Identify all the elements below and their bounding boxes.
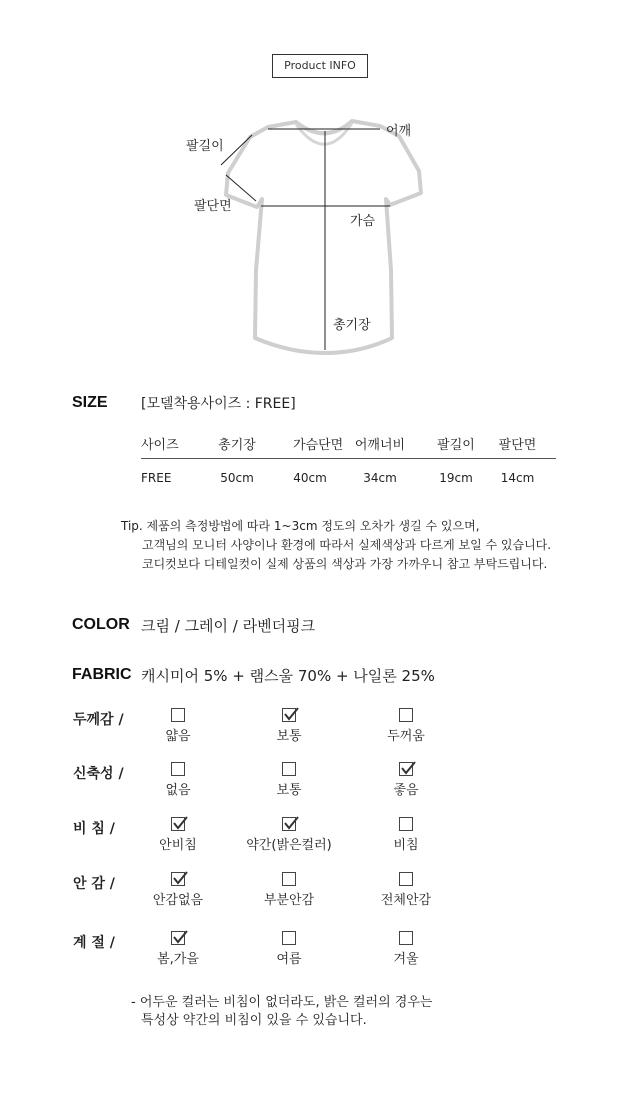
- attribute-option-label: 두꺼움: [387, 729, 425, 744]
- tip-line: Tip. 제품의 측정방법에 따라 1~3cm 정도의 오차가 생길 수 있으며,: [121, 519, 480, 533]
- label-shoulder: 어깨: [386, 124, 412, 139]
- attribute-label: 두께감 /: [73, 712, 124, 728]
- measurement-diagram: [0, 95, 640, 365]
- size-value-cell: 19cm: [439, 471, 473, 485]
- checked-checkbox-icon[interactable]: [282, 708, 296, 722]
- size-title: SIZE: [72, 394, 108, 411]
- size-header-cell: 팔길이: [437, 437, 475, 453]
- empty-checkbox-icon[interactable]: [282, 762, 296, 776]
- attribute-option: [118, 817, 238, 853]
- label-chest: 가슴: [350, 214, 376, 229]
- fabric-title: FABRIC: [72, 666, 132, 683]
- checked-checkbox-icon[interactable]: [171, 817, 185, 831]
- product-info-badge: Product INFO: [272, 54, 368, 78]
- size-header-cell: 총기장: [218, 437, 256, 453]
- attribute-option-label: 비침: [393, 838, 419, 853]
- label-sleeve-length: 팔길이: [186, 139, 224, 154]
- attribute-option: [346, 762, 466, 798]
- size-header-cell: 사이즈: [141, 437, 179, 453]
- color-title: COLOR: [72, 616, 130, 633]
- checkmark-icon: [171, 814, 189, 832]
- checked-checkbox-icon[interactable]: [399, 762, 413, 776]
- attribute-option-label: 안감없음: [152, 893, 204, 908]
- checkmark-icon: [282, 705, 300, 723]
- attribute-option-label: 전체안감: [380, 893, 432, 908]
- footnote-line: 특성상 약간의 비침이 있을 수 있습니다.: [141, 1013, 367, 1028]
- attribute-option-label: 부분안감: [263, 893, 315, 908]
- attribute-row: [0, 931, 640, 977]
- empty-checkbox-icon[interactable]: [171, 708, 185, 722]
- size-table: [141, 428, 556, 493]
- attribute-option: [229, 762, 349, 798]
- attribute-option: [346, 872, 466, 908]
- attribute-option: [346, 708, 466, 744]
- attribute-option-label: 안비침: [159, 838, 197, 853]
- checkmark-icon: [399, 759, 417, 777]
- attribute-option: [346, 931, 466, 967]
- attribute-option-label: 겨울: [393, 952, 419, 967]
- attribute-option-label: 좋음: [393, 783, 419, 798]
- model-size-note: [모델착용사이즈 : FREE]: [141, 396, 296, 412]
- size-header-cell: 어깨너비: [354, 437, 406, 453]
- shirt-outline: [226, 121, 421, 353]
- attribute-label: 비 침 /: [73, 821, 115, 837]
- attribute-option-label: 봄,가을: [157, 952, 199, 967]
- empty-checkbox-icon[interactable]: [171, 762, 185, 776]
- attribute-option: [118, 762, 238, 798]
- label-total-length: 총기장: [333, 318, 371, 333]
- attribute-option-label: 얇음: [165, 729, 191, 744]
- size-header-cell: 가슴단면: [293, 437, 344, 453]
- footnote-line: - 어두운 컬러는 비침이 없더라도, 밝은 컬러의 경우는: [131, 995, 433, 1010]
- size-value-cell: 14cm: [500, 471, 535, 485]
- empty-checkbox-icon[interactable]: [282, 872, 296, 886]
- empty-checkbox-icon[interactable]: [399, 931, 413, 945]
- attribute-option: [346, 817, 466, 853]
- attribute-label: 계 절 /: [73, 935, 115, 951]
- attribute-row: [0, 872, 640, 918]
- attribute-option: [229, 708, 349, 744]
- attribute-option: [118, 872, 238, 908]
- empty-checkbox-icon[interactable]: [399, 817, 413, 831]
- checkmark-icon: [171, 928, 189, 946]
- attribute-option-label: 여름: [276, 952, 302, 967]
- attribute-row: [0, 817, 640, 863]
- size-table-header: [141, 428, 556, 458]
- attribute-option-label: 없음: [165, 783, 191, 798]
- sheerness-footnote: [131, 994, 432, 1030]
- color-value: 크림 / 그레이 / 라벤더핑크: [141, 617, 316, 635]
- tip-note: [121, 517, 551, 574]
- attribute-option: [118, 708, 238, 744]
- attribute-label: 신축성 /: [73, 766, 124, 782]
- attribute-option: [229, 931, 349, 967]
- size-value-cell: 40cm: [293, 471, 327, 485]
- attribute-option-label: 약간(밝은컬러): [246, 838, 332, 853]
- tip-line: 코디컷보다 디테일컷이 실제 상품의 색상과 가장 가까우니 참고 부탁드립니다.: [142, 557, 548, 571]
- label-sleeve-opening: 팔단면: [194, 199, 232, 214]
- tip-line: 고객님의 모니터 사양이나 환경에 따라서 실제색상과 다르게 보일 수 있습니다.: [142, 538, 552, 552]
- size-table-divider: [141, 458, 556, 459]
- attribute-option: [118, 931, 238, 967]
- attribute-option: [229, 817, 349, 853]
- checkmark-icon: [282, 814, 300, 832]
- empty-checkbox-icon[interactable]: [399, 872, 413, 886]
- empty-checkbox-icon[interactable]: [282, 931, 296, 945]
- attribute-option-label: 보통: [276, 729, 302, 744]
- attribute-row: [0, 708, 640, 754]
- fabric-value: 캐시미어 5% + 램스울 70% + 나일론 25%: [141, 667, 435, 685]
- attribute-option: [229, 872, 349, 908]
- tshirt-illustration: [0, 95, 640, 365]
- size-header-cell: 팔단면: [498, 437, 537, 453]
- checked-checkbox-icon[interactable]: [171, 872, 185, 886]
- attribute-option-label: 보통: [276, 783, 302, 798]
- checked-checkbox-icon[interactable]: [171, 931, 185, 945]
- attribute-label: 안 감 /: [73, 876, 115, 892]
- size-value-cell: FREE: [141, 471, 172, 485]
- size-value-cell: 34cm: [363, 471, 397, 485]
- size-value-cell: 50cm: [220, 471, 254, 485]
- empty-checkbox-icon[interactable]: [399, 708, 413, 722]
- checked-checkbox-icon[interactable]: [282, 817, 296, 831]
- checkmark-icon: [171, 869, 189, 887]
- size-table-row: [141, 463, 556, 493]
- attribute-row: [0, 762, 640, 808]
